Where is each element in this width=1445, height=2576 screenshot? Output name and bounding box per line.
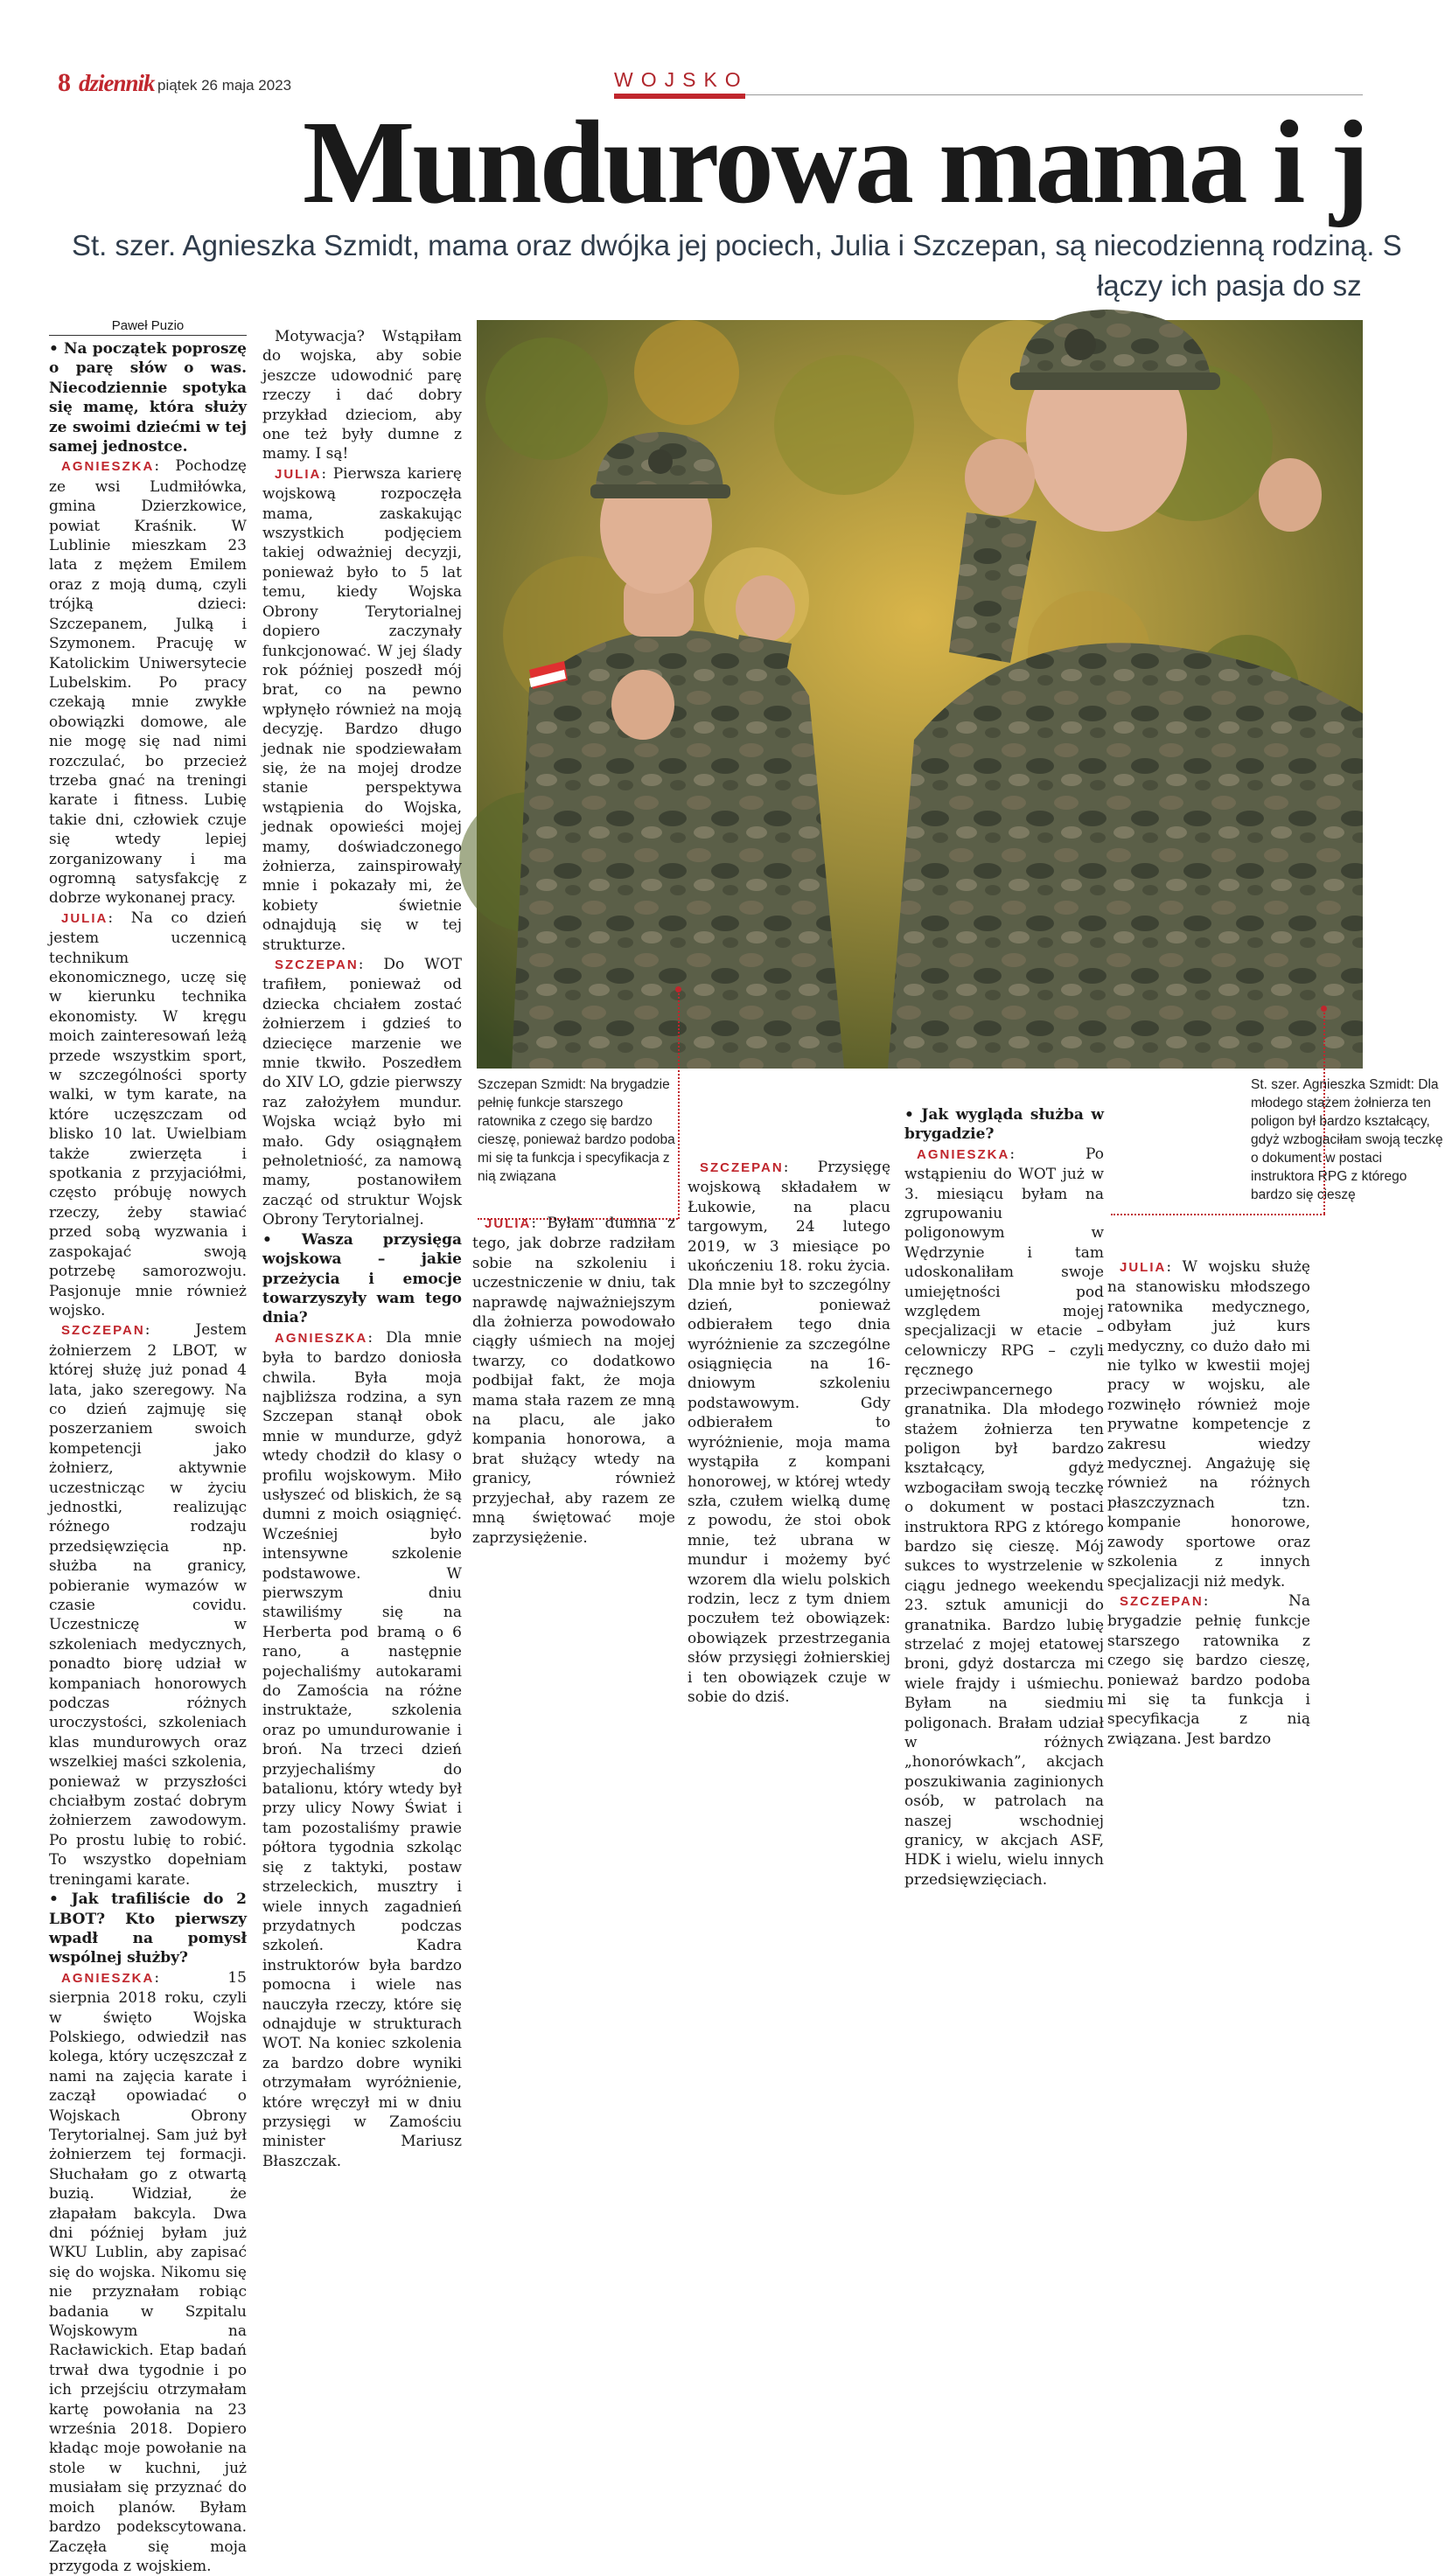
speaker-label: SZCZEPAN (61, 1323, 145, 1339)
article-photo (477, 320, 1363, 1069)
section-label: WOJSKO (614, 68, 749, 91)
answer-agnieszka-2b: Motywacja? Wstąpiłam do wojska, aby sobie jeszcze udowodnić parę rzeczy i dać dobry przykład dzieciom, aby one też były dumne z mamy. I są! (262, 328, 462, 463)
caption-agnieszka: St. szer. Agnieszka Szmidt: Dla młodego stażem żołnierza ten poligon był bardzo kształcący, gdyż wzbogaciłam swoją teczkę o dokument w postaci instruktora RPG z którego bardzo się cieszę (1251, 1077, 1443, 1202)
answer-text: : Byłam dumna z tego, jak dobrze radziłam sobie na szkoleniu i uczestniczenie w dniu, tak naprawdę najważniejszym dla żołnierza powodowało ciągły uśmiech na mojej twarzy, co dodatkowo podbijał fakt, że moja mama stała razem ze mną na placu, ale jako kompania honorowa, a brat służący wtedy na granicy, również przyjechał, aby razem ze mną świętować moje zaprzysiężenie. (472, 1215, 675, 1547)
soldiers-photo (477, 320, 1363, 1069)
article-column-1 (49, 339, 247, 2576)
lead-line-2: łączy ich pasja do sz (1097, 269, 1362, 302)
answer-text: : 15 sierpnia 2018 roku, czyli w święto Wojska Polskiego, odwiedził nas kolega, który uczęszczał z nami na zajęcia karate i zaczął opowiadać o Wojskach Obrony Terytorialnej. Sam już był żołnierzem tej formacji. Słuchałam go z otwartą buzią. Widział, że złapałam bakcyla. Dwa dni później byłam już WKU Lublin, aby zapisać się do wojska. Nikomu się nie przyznałam robiąc badania w Szpitalu Wojskowym na Racławickich. Etap badań trwał dwa tygodnie i po ich przejściu otrzymałam kartę powołania na 23 września 2018. Dopiero kładąc moje powołanie na stole w kuchni, już musiałam się przyznać do moich planów. Byłam bardzo podekscytowana. Zaczęła się moja przygoda z wojskiem. (49, 1968, 247, 2575)
answer-text: : Do WOT trafiłem, ponieważ od dziecka chciałem zostać żołnierzem i gdzieś to dziecięce marzenie we mnie tkwiło. Poszedłem do XIV LO, gdzie pierwszy raz założyłem mundur. Wojska wciąż było mi mało. Gdy osiągnąłem pełnoletniość, za namową mamy, postanowiłem zacząć od struktur Wojsk Obrony Terytorialnej. (262, 956, 462, 1229)
article-column-3 (472, 1214, 675, 1548)
publication-date: piątek 26 maja 2023 (157, 77, 292, 94)
speaker-label: AGNIESZKA (275, 1330, 368, 1346)
answer-text: : Dla mnie była to bardzo doniosła chwila. Była moja najbliższa rodzina, a syn Szczepan stanął obok mnie w mundurze, gdyż wtedy chodził do klasy o profilu wojskowym. Miło usłyszeć od bliskich, że są dumni z moich osiągnięć. Wcześniej było intensywne szkolenie podstawowe. W pierwszym dniu stawiliśmy się na Herberta pod bramą o 6 rano, a następnie pojechaliśmy autokarami do Zamościa na różne instruktaże, szkolenia oraz po umundurowanie i broń. Na trzeci dzień przyjechaliśmy do batalionu, który wtedy był przy ulicy Nowy Świat i tam pozostaliśmy prawie półtora tygodnia szkoląc się z taktyki, postaw strzeleckich, musztry i wiele innych zagadnień przydatnych podczas szkoleń. Kadra instruktorów była bardzo pomocna i wiele nas nauczyła rzeczy, które się odnajduje w strukturach WOT. Na koniec szkolenia za bardzo dobre wyniki otrzymałam wyróżnienie, które wręczył mi w dniu przysięgi w Zamościu minister Mariusz Błaszczak. (262, 1328, 462, 2170)
article-column-4 (688, 1158, 890, 1707)
answer-text: : Jestem żołnierzem 2 LBOT, w której służę już ponad 4 lata, jako szeregowy. Na co dzień zajmuję się poszerzaniem swoich kompetencji jako żołnierz, aktywnie uczestnicząc w życiu jednostki, realizując różnego rodzaju przedsięwzięcia np. służba na granicy, pobieranie wymazów w czasie covidu. Uczestniczę w szkoleniach medycznych, ponadto biorę udział w kompaniach honorowych podczas różnych uroczystości, szkoleniach klas mundurowych oraz wszelkiej maści szkolenia, ponieważ w przyszłości chciałbym zostać dobrym żołnierzem zawodowym. Po prostu lubię to robić. To wszystko dopełniam treningami karate. (49, 1321, 247, 1889)
answer-text: : Przysięgę wojskową składałem w Łukowie, na placu targowym, 24 lutego 2019, w 3 miesiące po ukończeniu 18. roku życia. Dla mnie był to szczególny dzień, ponieważ odbierałem tego dnia wyróżnienie za szczególne osiągnięcia na 16-dniowym szkoleniu podstawowym. Gdy odbierałem to wyróżnienie, moja mama wystąpiła z kompani honorowej, w której wtedy szła, czułem wielką dumę z powodu, że stoi obok mnie, też ubrana w mundur i możemy być wzorem dla wielu polskich rodzin, lecz z tym dniem poczułem też obowiązek: obowiązek przestrzegania słów przysięgi żołnierskiej i ten obowiązek czuje w sobie do dziś. (688, 1159, 890, 1706)
newspaper-logo: dziennik (79, 70, 155, 96)
speaker-label: SZCZEPAN (700, 1160, 784, 1175)
answer-julia-1 (49, 909, 247, 1321)
answer-text: : Pierwsza karierę wojskową rozpoczęła mama, zaskakując wszystkich podjęciem takiej odważniej decyzji, ponieważ było to 5 lat temu, kiedy Wojska Obrony Terytorialnej dopiero zaczynały funkcjonować. W jej ślady rok później poszedł mój brat, co na pewno wpłynęło również na moją decyzję. Bardzo długo jednak nie spodziewałam się, że na mojej drodze stanie perspektywa wstąpienia do Wojska, jednak opowieści mojej mamy, doświadczonego żołnierza, zainspirowały mnie i pokazały mi, że kobiety świetnie odnajdują się w tej strukturze. (262, 464, 462, 954)
article-column-6 (1107, 1257, 1310, 1749)
question-1: • Na początek poproszę o parę słów o was. Niecodziennie spotyka się mamę, która służy ze swoimi dziećmi w tej samej jednostce. (49, 340, 247, 456)
answer-szczepan-2 (262, 955, 462, 1230)
speaker-label: JULIA (485, 1216, 532, 1231)
answer-agnieszka-1 (49, 456, 247, 908)
author-byline: Paweł Puzio (49, 318, 247, 336)
answer-text: : Pochodzę ze wsi Ludmiłówka, gmina Dzierzkowice, powiat Kraśnik. W Lublinie mieszkam 23 lata z mężem Emilem oraz z moją dumą, czyli trójką dzieci: Szczepanem, Julką i Szymonem. Pracuję w Katolickim Uniwersytecie Lubelskim. Po pracy czekają mnie zwykłe obowiązki domowe, ale nie mogę się nad nimi rozczulać, bo przecież trzeba gnać na treningi karate i fitness. Lubię takie dni, człowiek czuje się wtedy lepiej zorganizowany i ma ogromną satysfakcję z dobrze wykonanej pracy. (49, 457, 247, 908)
answer-szczepan-3 (688, 1158, 890, 1707)
question-4: • Jak wygląda służba w brygadzie? (904, 1106, 1104, 1144)
answer-agnieszka-4 (904, 1145, 1104, 1890)
question-3: • Wasza przysięga wojskowa – jakie przeżycia i emocje towarzyszyły wam tego dnia? (262, 1230, 462, 1327)
question-2: • Jak trafiliście do 2 LBOT? Kto pierwszy wpadł na pomysł wspólnej służby? (49, 1890, 247, 1967)
speaker-label: SZCZEPAN (275, 957, 359, 972)
article-column-5 (904, 1105, 1104, 1890)
page-number: 8 (58, 68, 71, 97)
answer-text: : Po wstąpieniu do WOT już w 3. miesiącu byłam na zgrupowaniu poligonowym w Wędrzynie i tam udoskonaliłam swoje umiejętności pod względem mojej specjalizacji w etacie – celowniczy RPG – czyli ręcznego przeciwpancernego granatnika. Dla młodego stażem żołnierza ten poligon był bardzo kształcący, gdyż wzbogaciłam swoją teczkę o dokument w postaci instruktora RPG z którego bardzo się cieszę. Mój sukces to wystrzelenie w ciągu jednego weekendu 23. sztuk amunicji do granatnika. Bardzo lubię strzelać z mojej etatowej broni, gdyż dostarcza mi wiele frajdy i uśmiechu. Byłam na siedmiu poligonach. Brałam udział w różnych „honorówkach”, akcjach poszukiwania zaginionych osób, w patrolach na naszej wschodniej granicy, w akcjach ASF, HDK i wielu, wielu innych przedsięwzięciach. (904, 1145, 1104, 1889)
answer-text: : W wojsku służę na stanowisku młodszego ratownika medycznego, odbyłam już kurs medyczny, co dużo dało mi nie tylko w kwestii mojej pracy w wojsku, ale rozwinęło również moje prywatne kompetencje z zakresu wiedzy medycznej. Angażuję się również na różnych płaszczyznach tzn. kompanie honorowe, zawody sportowe oraz szkolenia z innych specjalizacji niż medyk. (1107, 1258, 1310, 1591)
speaker-label: JULIA (61, 910, 108, 926)
speaker-label: AGNIESZKA (61, 459, 155, 475)
answer-text: : Na co dzień jestem uczennicą technikum ekonomicznego, uczę się w kierunku technika ekonomisty. W kręgu moich zainteresowań leżą przede wszystkim sport, w szczególności sporty walki, w tym karate, na które uczęszczam od blisko 10 lat. Uwielbiam także zwierzęta i spotkania z przyjaciółmi, często próbuję nowych rzeczy, żeby stawiać przed sobą wyzwania i zaspokajać swoją potrzebę samorozwoju. Pasjonuje mnie również wojsko. (49, 909, 247, 1319)
headline: Mundurowa mama i j (303, 97, 1367, 228)
caption-connector-right-h (1111, 1214, 1325, 1215)
caption-szczepan: Szczepan Szmidt: Na brygadzie pełnię funkcje starszego ratownika z czego się bardzo cieszę, ponieważ bardzo podoba mi się ta funkcja i specyfikacja z nią związana (478, 1077, 675, 1184)
answer-agnieszka-2 (49, 1968, 247, 2576)
lead-line-1: St. szer. Agnieszka Szmidt, mama oraz dwójka jej pociech, Julia i Szczepan, są niecodzienną rodziną. S (72, 229, 1402, 261)
answer-julia-4 (1107, 1257, 1310, 1591)
answer-agnieszka-3 (262, 1328, 462, 2171)
article-column-2 (262, 327, 462, 2171)
speaker-label: AGNIESZKA (61, 1970, 155, 1986)
answer-julia-3 (472, 1214, 675, 1548)
answer-text: : Na brygadzie pełnię funkcje starszego ratownika z czego się bardzo cieszę, ponieważ bardzo podoba mi się ta funkcja i specyfikacja z nią związana. Jest bardzo (1107, 1591, 1310, 1748)
speaker-label: AGNIESZKA (917, 1146, 1010, 1162)
speaker-label: SZCZEPAN (1120, 1593, 1204, 1609)
speaker-label: JULIA (275, 466, 322, 482)
answer-szczepan-4 (1107, 1591, 1310, 1749)
speaker-label: JULIA (1120, 1260, 1167, 1275)
answer-szczepan-1 (49, 1320, 247, 1890)
answer-julia-2 (262, 464, 462, 955)
